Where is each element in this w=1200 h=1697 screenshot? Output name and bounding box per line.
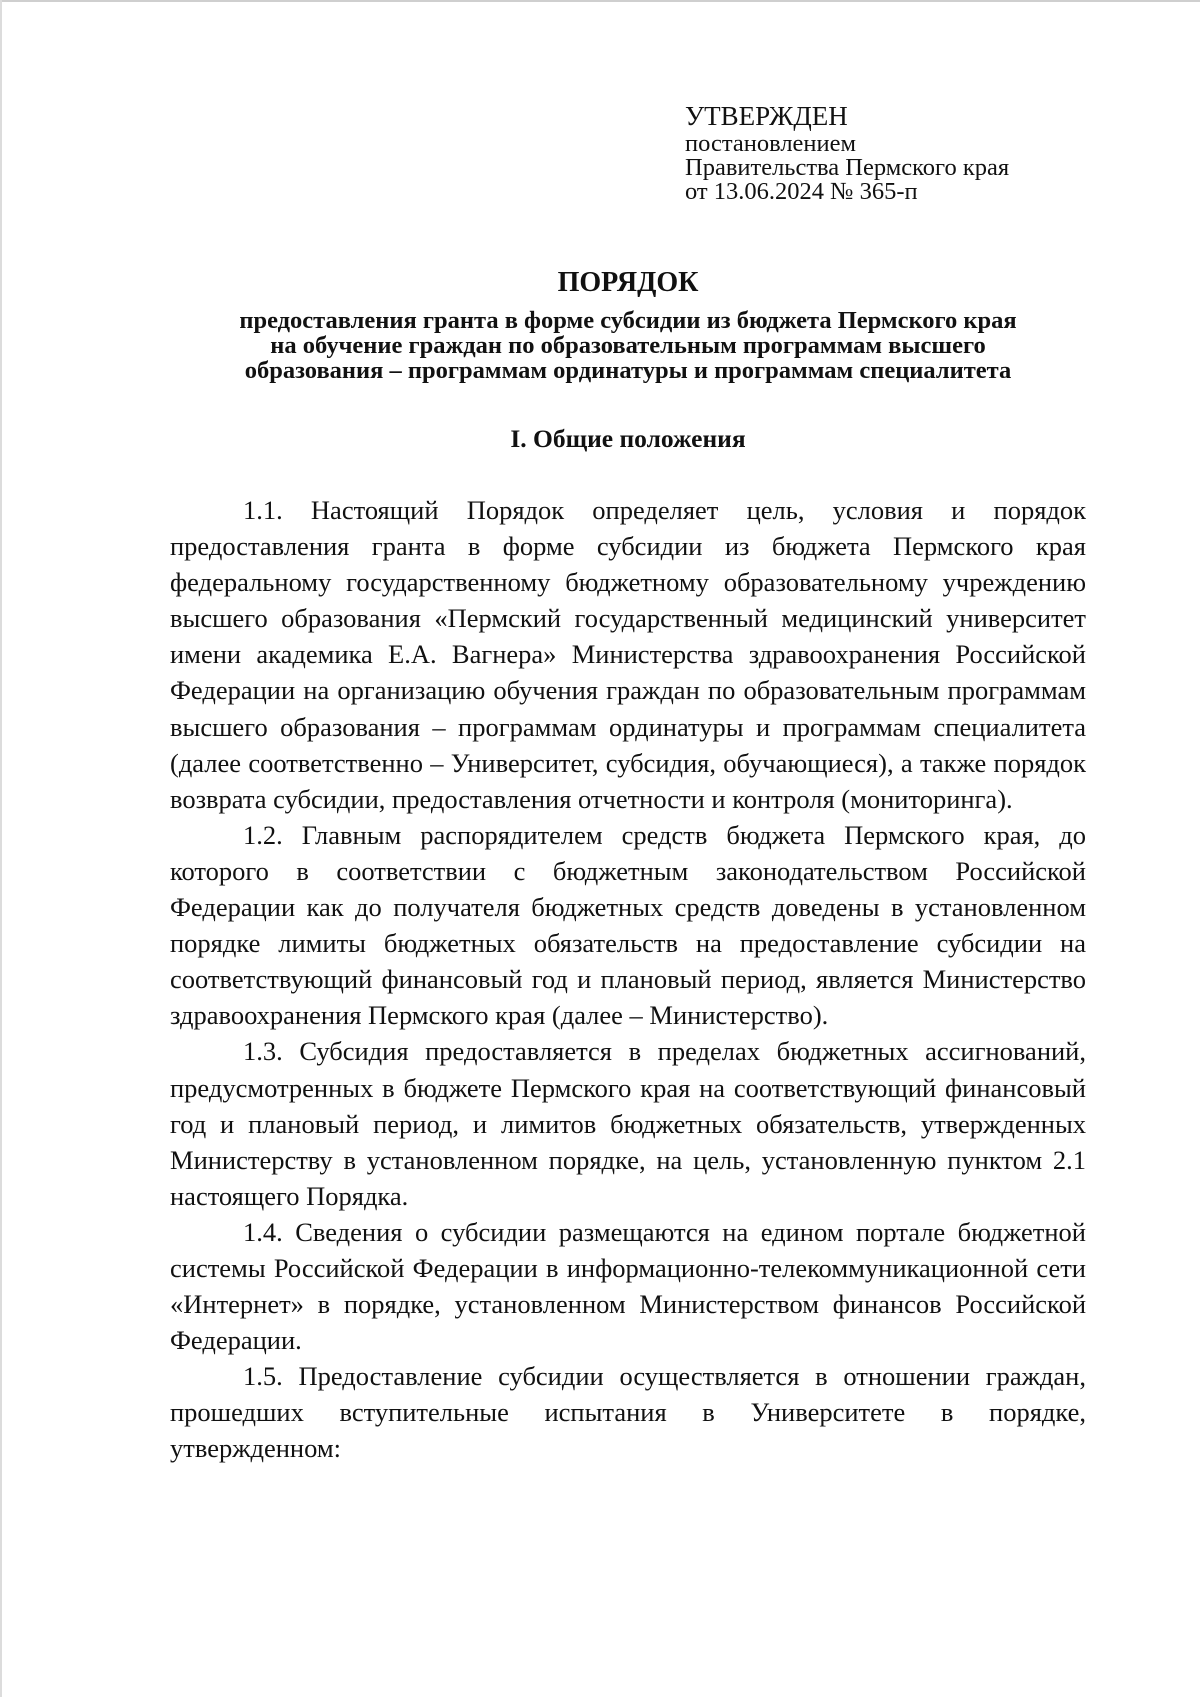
paragraph-1-1: 1.1. Настоящий Порядок определяет цель, условия и порядок предоставления гранта в форме субсидии из бюджета Пермского края федеральному государственному бюджетному образовательному учреждению высшего образования «Пермский государственный медицинский университет имени академика Е.А. Вагнера» Министерства здравоохранения Российской Федерации на организацию обучения граждан по образовательным программам высшего образования – программам ординатуры и программам специалитета (далее соответственно – Университет, субсидия, обучающиеся), а также порядок возврата субсидии, предоставления отчетности и контроля (мониторинга). xyxy=(170,495,1086,814)
approval-line-1: постановлением xyxy=(685,130,857,157)
paragraph-1-4: 1.4. Сведения о субсидии размещаются на едином портале бюджетной системы Российской Федерации в информационно-телекоммуникационной сети «Интернет» в порядке, установленном Министерством финансов Российской Федерации. xyxy=(170,1216,1086,1356)
approval-stamp-block xyxy=(685,100,1145,204)
paragraph-1-5: 1.5. Предоставление субсидии осуществляется в отношении граждан, прошедших вступительные испытания в Университете в порядке, утвержденном: xyxy=(170,1361,1086,1464)
section-heading: I. Общие положения xyxy=(510,424,746,453)
paragraph-1-2: 1.2. Главным распорядителем средств бюджета Пермского края, до которого в соответствии с бюджетным законодательством Российской Федерации как до получателя бюджетных средств доведены в установленном порядке лимиты бюджетных обязательств на предоставление субсидии на соответствующий финансовый год и плановый период, является Министерство здравоохранения Пермского края (далее – Министерство). xyxy=(170,819,1086,1031)
approval-line-2: Правительства Пермского края xyxy=(685,154,1010,181)
document-title: ПОРЯДОК xyxy=(557,267,699,298)
subtitle-line-3: образования – программам ординатуры и программам специалитета xyxy=(244,357,1012,384)
subtitle-line-1: предоставления гранта в форме субсидии из бюджета Пермского края xyxy=(239,307,1017,334)
scan-edge-top xyxy=(0,0,1200,2)
scan-edge-left xyxy=(0,0,2,1697)
subtitle-line-2: на обучение граждан по образовательным программам высшего xyxy=(270,332,986,359)
approval-line-3: от 13.06.2024 № 365-п xyxy=(685,178,918,205)
body-text xyxy=(170,492,1086,1467)
approval-title: УТВЕРЖДЕН xyxy=(685,101,848,131)
paragraph-1-3: 1.3. Субсидия предоставляется в пределах бюджетных ассигнований, предусмотренных в бюджете Пермского края на соответствующий финансовый год и плановый период, и лимитов бюджетных обязательств, утвержденных Министерству в установленном порядке, на цель, установленную пунктом 2.1 настоящего Порядка. xyxy=(170,1036,1086,1211)
document-subtitle xyxy=(170,308,1086,383)
